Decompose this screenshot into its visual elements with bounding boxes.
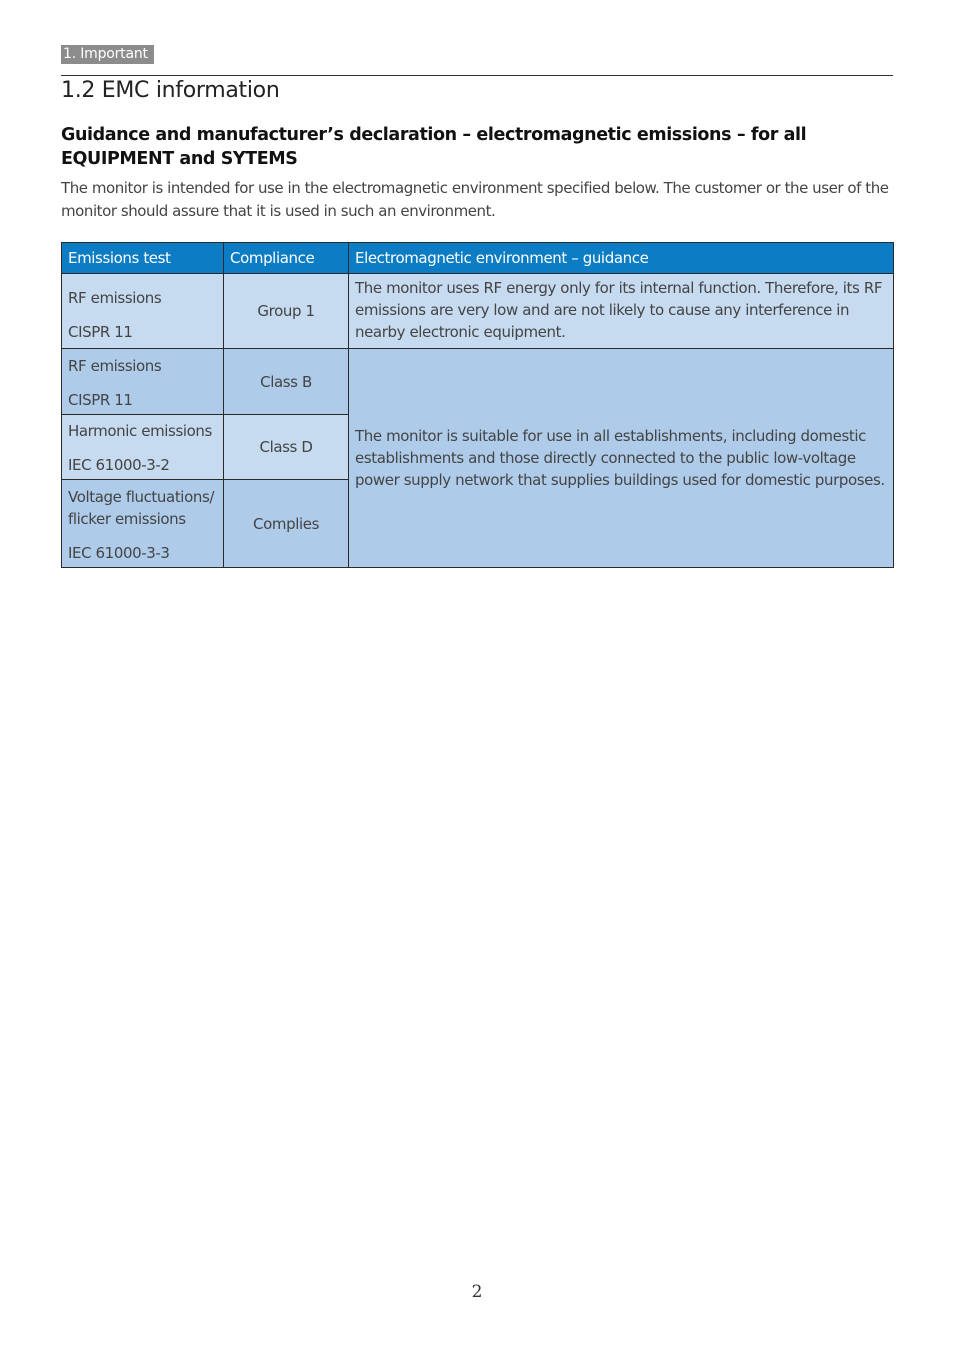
page-title: 1.2 EMC information [61,78,280,103]
compliance-cell: Group 1 [224,274,349,349]
emissions-test-standard: IEC 61000-3-2 [68,456,170,474]
column-header-compliance: Compliance [224,243,349,274]
emissions-test-name: Harmonic emissions [68,422,212,440]
section-subheading: Guidance and manufacturer’s declaration – electromagnetic emissions – for all EQUIPMENT and SYTEMS [61,125,807,169]
emissions-test-name: RF emissions [68,289,162,307]
compliance-cell: Class D [224,415,349,480]
compliance-cell: Complies [224,480,349,568]
column-header-guidance: Electromagnetic environment – guidance [349,243,894,274]
table-header-row [62,243,894,274]
column-header-emissions-test: Emissions test [62,243,224,274]
emc-emissions-table [61,242,894,568]
emissions-test-cell [62,274,224,349]
emissions-test-cell [62,349,224,415]
emissions-test-name: RF emissions [68,356,162,375]
section-tab: 1. Important [61,45,154,64]
emissions-test-standard: CISPR 11 [68,390,133,409]
emissions-test-standard: IEC 61000-3-3 [68,544,170,562]
page-number: 2 [471,1282,483,1302]
emissions-test-name: Voltage fluctuations/ flicker emissions [68,488,215,528]
emissions-test-standard: CISPR 11 [68,323,133,341]
intro-paragraph: The monitor is intended for use in the electromagnetic environment specified below. The customer or the user of the monitor should assure that it is used in such an environment. [61,179,889,220]
table-row [62,274,894,349]
emissions-test-cell [62,415,224,480]
guidance-cell: The monitor uses RF energy only for its internal function. Therefore, its RF emissions are very low and are not likely to cause any interference in nearby electronic equipment. [349,274,894,349]
compliance-cell: Class B [224,349,349,415]
table-row [62,349,894,415]
guidance-cell: The monitor is suitable for use in all establishments, including domestic establishments and those directly connected to the public low-voltage power supply network that supplies buildings used for domestic purposes. [349,349,894,568]
emissions-test-cell [62,480,224,568]
